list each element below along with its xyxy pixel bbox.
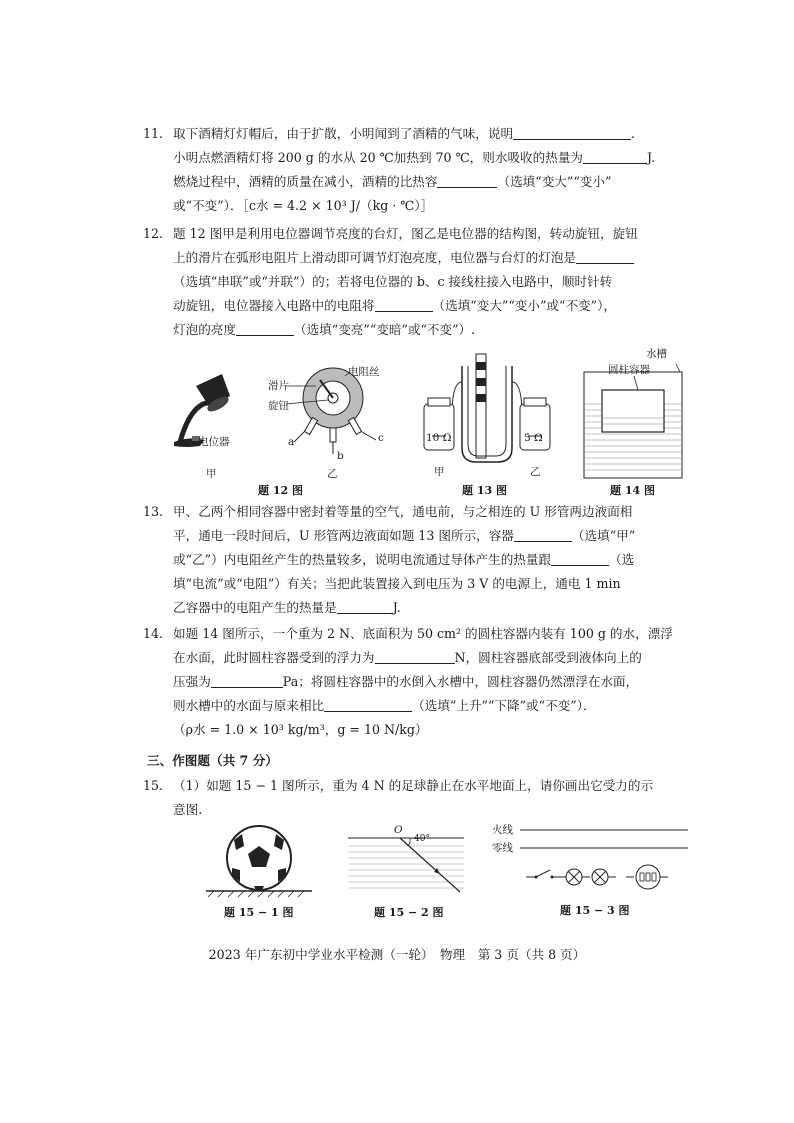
answer-blank[interactable]: [375, 297, 433, 312]
answer-blank[interactable]: [513, 125, 631, 140]
figure-12-caption: 题 12 图: [258, 484, 303, 497]
question-text: （ρ水 = 1.0 × 10³ kg/m³，g = 10 N/kg）: [173, 722, 428, 737]
sub-label-jia: 甲: [206, 468, 217, 480]
label-cylinder-container: 圆柱容器: [608, 364, 650, 376]
figure-12: [170, 356, 400, 496]
question-text: （选: [609, 552, 635, 567]
question-text: （选填“上升”“下降”或“不变”）．: [412, 698, 596, 713]
figure-13-caption: 题 13 图: [462, 484, 507, 497]
question-text: 取下酒精灯灯帽后，由于扩散，小明闻到了酒精的气味，说明: [173, 126, 514, 141]
answer-blank[interactable]: [576, 249, 634, 264]
figure-15-2-caption: 题 15 − 2 图: [374, 906, 444, 919]
question-number: 13.: [143, 504, 164, 519]
question-text: 或“乙”）内电阻丝产生的热量较多，说明电流通过导体产生的热量跟: [173, 552, 552, 567]
football-drawing: [204, 820, 314, 900]
question-text: 意图.: [173, 802, 203, 817]
question-14: [145, 622, 685, 742]
question-text: 或“不变”）．［c水 = 4.2 × 10³ J/（kg · ℃）］: [173, 198, 434, 213]
sub-label-yi: 乙: [327, 468, 338, 480]
answer-blank[interactable]: [514, 527, 572, 542]
left-resistor-label: 10 Ω: [426, 432, 452, 444]
label-water-tank: 水槽: [646, 348, 667, 360]
question-text: 动旋钮，电位器接入电路中的电阻将: [173, 298, 375, 313]
question-text: .: [631, 126, 636, 141]
question-text: N，圆柱容器底部受到液体向上的: [454, 650, 642, 665]
question-text: 小明点燃酒精灯将 200 g 的水从 20 ℃加热到 70 ℃，则水吸收的热量为: [173, 150, 584, 165]
question-text: J.: [392, 600, 401, 615]
question-11: [145, 122, 685, 218]
figure-15-1: [204, 820, 314, 920]
label-potentiometer: 电位器: [198, 436, 230, 448]
question-number: 15.: [143, 778, 164, 793]
question-text: 题 12 图甲是利用电位器调节亮度的台灯，图乙是电位器的结构图，转动旋钮，旋钮: [173, 226, 638, 241]
point-o-label: O: [394, 824, 403, 836]
question-text: （选填“变亮”“变暗”或“不变”）.: [293, 322, 476, 337]
question-15: [145, 774, 685, 822]
answer-blank[interactable]: [236, 321, 294, 336]
question-text: （选填“变大”“变小”: [497, 174, 612, 189]
figure-15-1-caption: 题 15 − 1 图: [224, 906, 294, 919]
question-text: J.: [647, 150, 656, 165]
question-text: 如题 14 图所示，一个重为 2 N、底面积为 50 cm² 的圆柱容器内装有 100 g 的水，漂浮: [173, 626, 673, 641]
question-text: 甲、乙两个相同容器中密封着等量的空气，通电前，与之相连的 U 形管两边液面相: [173, 504, 633, 519]
label-slider: 滑片: [268, 380, 289, 392]
figure-15-2: [344, 826, 468, 920]
answer-blank[interactable]: [324, 697, 412, 712]
question-text: （选填“甲”: [571, 528, 636, 543]
answer-blank[interactable]: [375, 649, 455, 664]
question-number: 14.: [143, 626, 164, 641]
potentiometer-structure: [286, 368, 376, 454]
question-text: 则水槽中的水面与原来相比: [173, 698, 325, 713]
question-text: 在水面，此时圆柱容器受到的浮力为: [173, 650, 375, 665]
figure-13: [412, 352, 562, 496]
answer-blank[interactable]: [211, 673, 283, 688]
live-wire-label: 火线: [492, 824, 513, 836]
figure-15-3-caption: 题 15 − 3 图: [560, 904, 630, 917]
terminal-c-label: c: [378, 432, 384, 444]
question-text: 平，通电一段时间后，U 形管两边液面如题 13 图所示，容器: [173, 528, 514, 543]
sub-label-yi: 乙: [530, 466, 541, 478]
question-text: （选填“串联”或“并联”）的；若将电位器的 b、c 接线柱接入电路中，顺时针转: [173, 274, 613, 289]
page-footer: 2023 年广东初中学业水平检测（一轮） 物理 第 3 页（共 8 页）: [208, 947, 586, 962]
section-heading: 三、作图题（共 7 分）: [147, 753, 278, 768]
question-text: 压强为: [173, 674, 211, 689]
answer-blank[interactable]: [583, 149, 647, 164]
figure-15-3: [492, 820, 692, 920]
question-text: 填“电流”或“电阻”）有关；当把此装置接入到电压为 3 V 的电源上，通电 1 min: [173, 576, 621, 591]
answer-blank[interactable]: [337, 599, 393, 614]
angle-label: 40°: [414, 834, 430, 844]
label-resistance-wire: 电阻丝: [348, 366, 380, 378]
question-text: 上的滑片在弧形电阻片上滑动即可调节灯泡亮度，电位器与台灯的灯泡是: [173, 250, 576, 265]
question-text: Pa；将圆柱容器中的水倒入水槽中，圆柱容器仍然漂浮在水面，: [282, 674, 639, 689]
refraction-drawing: [344, 826, 468, 896]
question-text: 燃烧过程中，酒精的质量在减小，酒精的比热容: [173, 174, 438, 189]
figure-14-caption: 题 14 图: [610, 484, 655, 497]
answer-blank[interactable]: [437, 173, 497, 188]
question-text: （选填“变大”“变小”或“不变”），: [432, 298, 616, 313]
question-number: 11.: [143, 126, 164, 141]
terminal-b-label: b: [337, 450, 344, 462]
right-resistor-label: 5 Ω: [524, 432, 543, 444]
sub-label-jia: 甲: [434, 466, 445, 478]
question-text: 灯泡的亮度: [173, 322, 236, 337]
question-number: 12.: [143, 226, 164, 241]
figure-14: [582, 348, 688, 497]
label-knob: 旋钮: [268, 400, 289, 412]
neutral-wire-label: 零线: [492, 842, 513, 854]
question-13: [145, 500, 685, 620]
terminal-a-label: a: [288, 436, 295, 448]
answer-blank[interactable]: [551, 551, 609, 566]
question-12: [145, 222, 685, 342]
question-text: 乙容器中的电阻产生的热量是: [173, 600, 337, 615]
question-text: （1）如题 15 − 1 图所示，重为 4 N 的足球静止在水平地面上，请你画出它受力的示: [173, 778, 654, 793]
circuit-drawing: [492, 820, 692, 900]
